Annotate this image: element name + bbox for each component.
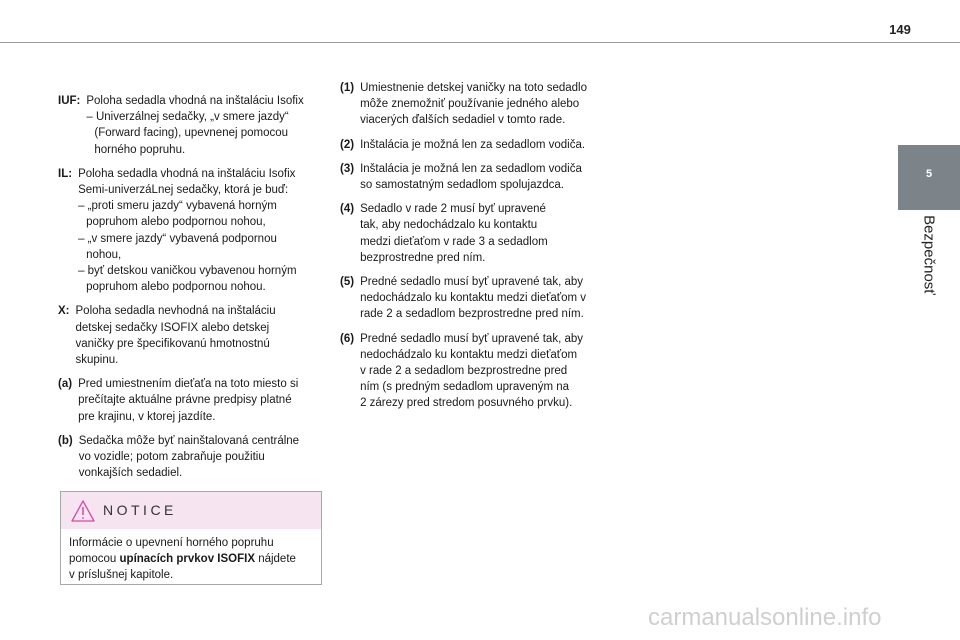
footnote-number: (5): [340, 276, 355, 289]
footnote-item-1: [340, 80, 618, 129]
footnote-number: (6): [340, 332, 355, 345]
footnote-number: (3): [340, 162, 355, 175]
text-line: Informácie o upevnení horného popruhu: [69, 537, 274, 549]
notice-box: [60, 491, 322, 585]
definition-text: [76, 303, 329, 368]
footnote-text: [360, 137, 618, 153]
text-line: Predné sedadlo musí byť upravené tak, aby: [360, 276, 584, 289]
text-line: [69, 551, 313, 567]
text-line: popruhom alebo podpornou nohou.: [86, 281, 266, 294]
text-line: vaničky pre špecifikovanú hmotnostnú: [75, 337, 270, 350]
text-line: Sedadlo v rade 2 musí byť upravené: [360, 203, 546, 216]
text-line: – „proti smeru jazdy“ vybavená horným: [78, 200, 277, 213]
footnote-number: (1): [340, 82, 355, 94]
definition-term: X:: [58, 305, 70, 318]
text-line: Pred umiestnením dieťaťa na toto miesto si: [78, 378, 299, 391]
text-line: Umiestnenie detskej vaničky na toto sedadlo: [360, 82, 587, 94]
text-line: Poloha sedadla vhodná na inštaláciu Isofix: [78, 167, 296, 180]
text-line: skupinu.: [75, 354, 119, 367]
definition-term: IUF:: [58, 95, 81, 107]
emphasis-text: upínacích prvkov ISOFIX: [119, 553, 255, 566]
notice-title: NOTICE: [103, 502, 177, 518]
text-line: prečítajte aktuálne právne predpisy platné: [78, 394, 292, 407]
footnote-text: [360, 331, 618, 412]
text-line: vo vozidle; potom zabraňuje použitiu: [78, 451, 265, 464]
footnote-text: [360, 80, 618, 129]
text-line: Poloha sedadla vhodná na inštaláciu Isofix: [86, 95, 304, 107]
footnote-number: (4): [340, 203, 355, 216]
text-line: horného popruhu.: [94, 143, 186, 156]
definition-item-il: [58, 166, 328, 296]
note-item-b: [58, 433, 328, 482]
note-item-a: [58, 376, 328, 425]
footnote-item-5: [340, 274, 618, 323]
footnote-item-3: [340, 161, 618, 193]
warning-triangle-icon: [71, 500, 95, 522]
text-line: – „v smere jazdy“ vybavená podpornou: [78, 232, 277, 245]
notice-header: [61, 492, 321, 529]
text-run: nájdete: [255, 553, 296, 566]
text-line: (Forward facing), upevnenej pomocou: [94, 127, 289, 140]
text-line: Inštalácia je možná len za sedadlom vodiča.: [360, 138, 586, 151]
text-line: v rade 2 a sedadlom bezprostredne pred: [360, 365, 568, 378]
text-line: nohou,: [86, 248, 122, 261]
definition-term: IL:: [58, 167, 73, 180]
footnote-number: (2): [340, 138, 355, 151]
chapter-number: 5: [925, 168, 933, 180]
watermark: carmanualsonline.info: [648, 604, 882, 631]
text-line: tak, aby nedochádzalo ku kontaktu: [360, 219, 538, 232]
footnote-item-4: [340, 201, 618, 266]
text-line: vonkajších sedadiel.: [78, 467, 183, 480]
text-line: nedochádzalo ku kontaktu medzi dieťaťom v: [360, 292, 587, 305]
text-line: so samostatným sedadlom spolujazdca.: [360, 179, 564, 192]
text-line: – byť detskou vaničkou vybavenou horným: [78, 265, 297, 278]
footnote-text: [360, 201, 618, 266]
text-line: Predné sedadlo musí byť upravené tak, aby: [360, 332, 584, 345]
note-text: [78, 376, 328, 425]
text-line: Inštalácia je možná len za sedadlom vodiča: [360, 162, 582, 175]
text-line: v príslušnej kapitole.: [69, 569, 174, 582]
definition-text: [78, 166, 328, 296]
text-line: rade 2 a sedadlom bezprostredne pred ním.: [360, 308, 584, 321]
header-divider: [0, 42, 960, 43]
text-line: Sedačka môže byť nainštalovaná centrálne: [78, 434, 300, 447]
note-term: (b): [58, 434, 73, 447]
text-line: pre krajinu, v ktorej jazdíte.: [78, 410, 216, 423]
notice-text: [61, 529, 321, 584]
text-line: – Univerzálnej sedačky, „v smere jazdy“: [86, 111, 289, 124]
footnote-text: [360, 161, 618, 193]
definition-text: [86, 93, 328, 158]
note-text: [79, 433, 328, 482]
left-column: [58, 93, 328, 489]
text-line: Poloha sedadla nevhodná na inštaláciu: [75, 305, 276, 318]
text-line: popruhom alebo podpornou nohou,: [86, 216, 266, 229]
text-line: detskej sedačky ISOFIX alebo detskej: [75, 321, 270, 334]
footnote-text: [360, 274, 618, 323]
text-line: viacerých ďalších sedadiel v tomto rade.: [360, 114, 566, 127]
footnote-item-6: [340, 331, 618, 412]
text-line: medzi dieťaťom v rade 3 a sedadlom: [360, 235, 548, 248]
chapter-title: Bezpečnosť: [920, 215, 938, 295]
page-number: 149: [889, 22, 911, 37]
right-column: [340, 80, 618, 420]
text-line: 2 zárezy pred stredom posuvného prvku).: [360, 397, 573, 410]
note-term: (a): [58, 378, 73, 391]
text-line: Semi-univerzáLnej sedačky, ktorá je buď:: [78, 184, 289, 197]
text-line: bezprostredne pred ním.: [360, 251, 486, 264]
text-line: ním (s predným sedadlom upraveným na: [360, 381, 570, 394]
text-line: nedochádzalo ku kontaktu medzi dieťaťom: [360, 348, 578, 361]
text-run: pomocou: [69, 553, 120, 566]
footnote-item-2: [340, 137, 618, 153]
text-line: môže znemožniť používanie jedného alebo: [360, 98, 580, 111]
definition-item-x: [58, 303, 328, 368]
definition-item-iuf: [58, 93, 328, 158]
